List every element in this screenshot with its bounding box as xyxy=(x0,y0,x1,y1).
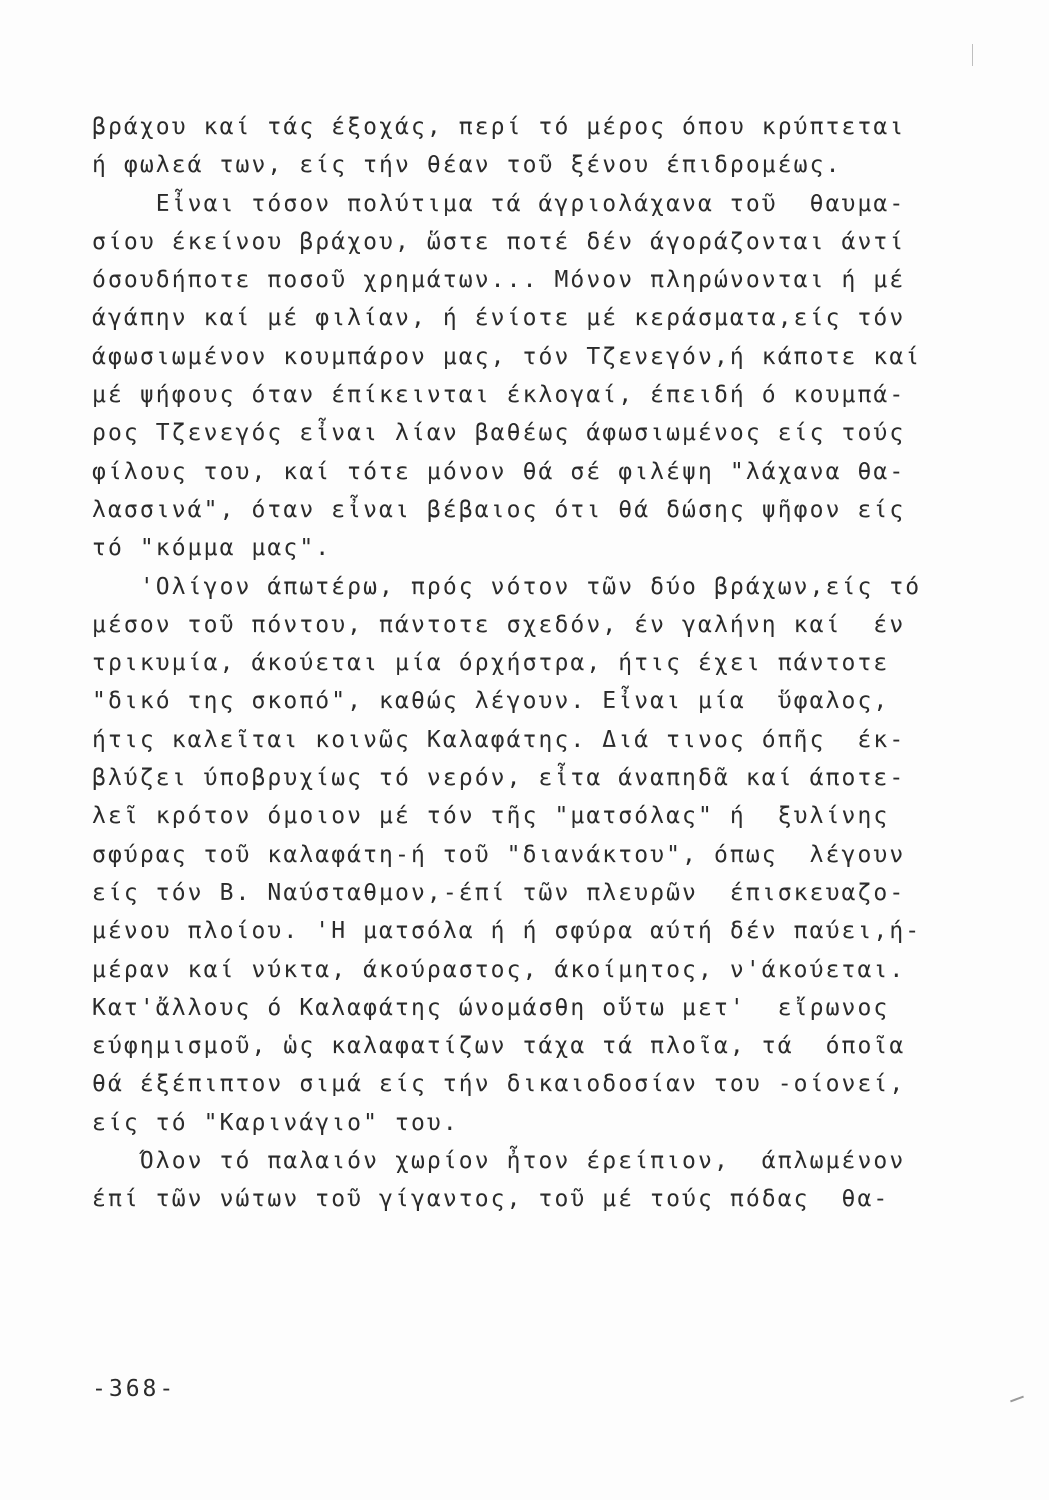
text-line: είς τόν Β. Ναύσταθμον,-έπί τῶν πλευρῶν έπισκευαζο- xyxy=(92,879,906,906)
text-line: εύφημισμοῦ, ὡς καλαφατίζων τάχα τά πλοῖα, τά όποῖα xyxy=(92,1033,906,1060)
text-line: όσουδήποτε ποσοῦ χρημάτων... Μόνον πληρώνονται ή μέ xyxy=(92,267,906,294)
text-line: "δικό της σκοπό", καθώς λέγουν. Εἶναι μία ὕφαλος, xyxy=(92,688,890,715)
text-line: λεῖ κρότον όμοιον μέ τόν τῆς "ματσόλας" ή ξυλίνης xyxy=(92,803,890,830)
text-line: Κατ'ἄλλους ό Καλαφάτης ώνομάσθη οὕτω μετ' εἴρωνος xyxy=(92,994,890,1021)
text-line: έπί τῶν νώτων τοῦ γίγαντος, τοῦ μέ τούς πόδας θα- xyxy=(92,1186,890,1213)
text-line: σίου έκείνου βράχου, ὥστε ποτέ δέν άγοράζονται άντί xyxy=(92,228,906,255)
text-line: μένου πλοίου. 'Η ματσόλα ή ή σφύρα αύτή δέν παύει,ή- xyxy=(92,918,922,945)
text-line: άφωσιωμένον κουμπάρον μας, τόν Τζενεγόν,ή κάποτε καί xyxy=(92,343,922,370)
text-line: άγάπην καί μέ φιλίαν, ή ένίοτε μέ κεράσματα,είς τόν xyxy=(92,305,906,332)
text-line: σφύρας τοῦ καλαφάτη-ή τοῦ "διανάκτου", όπως λέγουν xyxy=(92,841,906,868)
scan-corner-mark xyxy=(1010,1396,1024,1403)
text-line: ήτις καλεῖται κοινῶς Καλαφάτης. Διά τινος όπῆς έκ- xyxy=(92,726,906,753)
text-line: Εἶναι τόσον πολύτιμα τά άγριολάχανα τοῦ θαυμα- xyxy=(92,190,906,217)
text-line: μέ ψήφους όταν έπίκεινται έκλογαί, έπειδή ό κουμπά- xyxy=(92,382,906,409)
text-line: τρικυμία, άκούεται μία όρχήστρα, ήτις έχει πάντοτε xyxy=(92,650,890,677)
text-line: βλύζει ύποβρυχίως τό νερόν, εἶτα άναπηδᾶ καί άποτε- xyxy=(92,765,906,792)
text-line: ή φωλεά των, είς τήν θέαν τοῦ ξένου έπιδρομέως. xyxy=(92,152,842,179)
body-text xyxy=(92,108,982,1219)
text-line: Όλον τό παλαιόν χωρίον ἦτον έρείπιον, άπλωμένον xyxy=(92,1148,906,1175)
text-line: μέσον τοῦ πόντου, πάντοτε σχεδόν, έν γαλήνη καί έν xyxy=(92,611,906,638)
text-line: ρος Τζενεγός εἶναι λίαν βαθέως άφωσιωμένος είς τούς xyxy=(92,420,906,447)
page-number: -368- xyxy=(92,1376,177,1402)
text-line: θά έξέπιπτον σιμά είς τήν δικαιοδοσίαν του -οίονεί, xyxy=(92,1071,906,1098)
scan-edge-mark xyxy=(972,44,973,66)
text-line: βράχου καί τάς έξοχάς, περί τό μέρος όπου κρύπτεται xyxy=(92,114,906,140)
text-line: λασσινά", όταν εἶναι βέβαιος ότι θά δώσης ψῆφον είς xyxy=(92,496,906,523)
text-line: φίλους του, καί τότε μόνον θά σέ φιλέψη "λάχανα θα- xyxy=(92,458,906,485)
text-line: 'Ολίγον άπωτέρω, πρός νότον τῶν δύο βράχων,είς τό xyxy=(92,573,922,600)
text-line: μέραν καί νύκτα, άκούραστος, άκοίμητος, ν'άκούεται. xyxy=(92,956,906,983)
text-line: τό "κόμμα μας". xyxy=(92,535,332,562)
text-line: είς τό "Καρινάγιο" του. xyxy=(92,1109,459,1136)
